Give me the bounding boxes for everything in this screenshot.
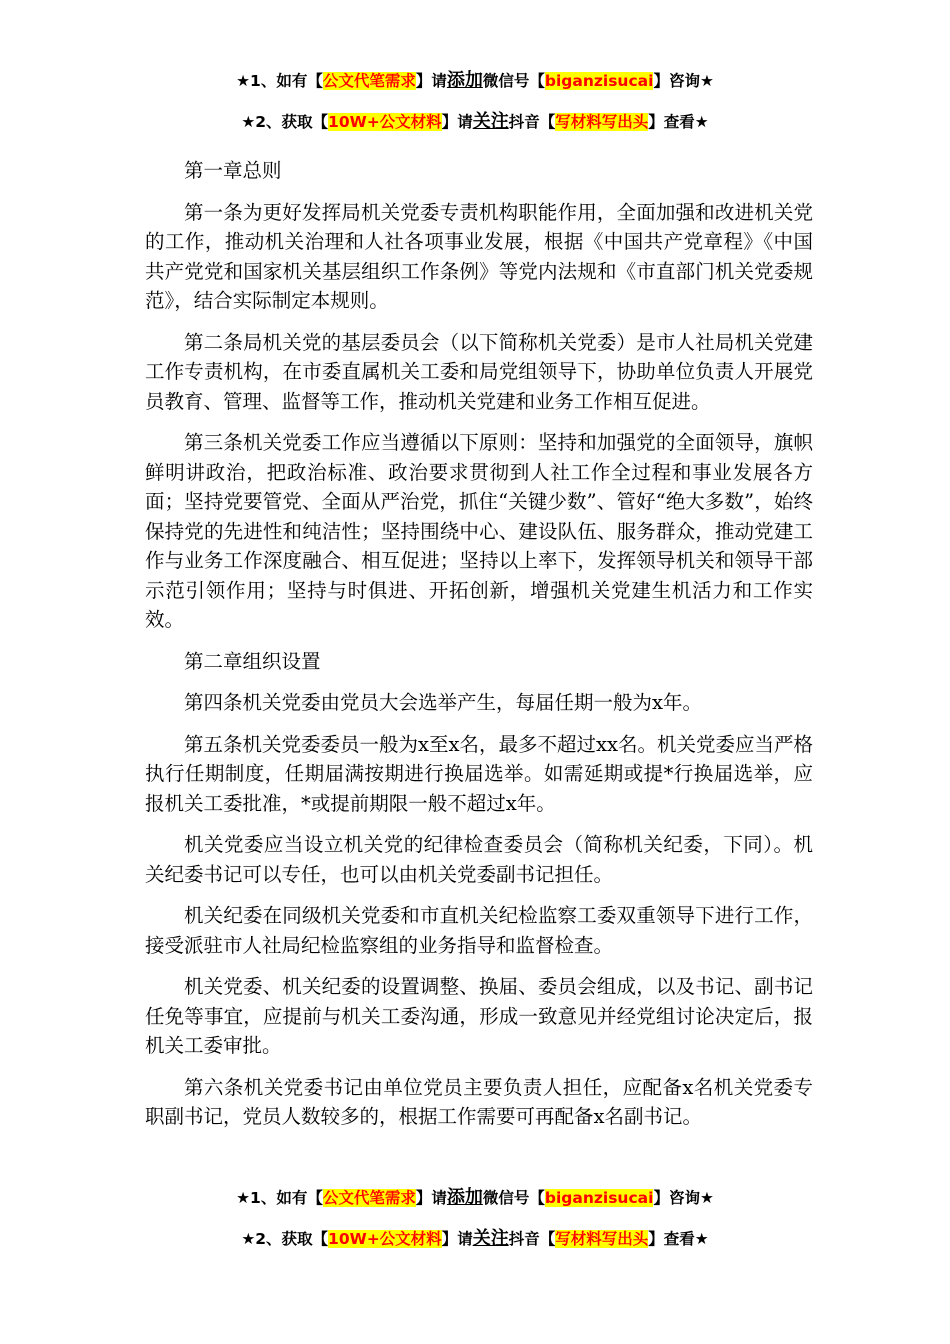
banner-wechat-id: biganzisucai — [544, 72, 654, 90]
banner-douyin-id: 写材料写出头 — [555, 1230, 649, 1248]
chapter2-title: 第二章组织设置 — [184, 649, 321, 673]
banner-text: ★1、如有【 — [236, 72, 323, 90]
ad-banner-bottom-line2 — [0, 1227, 950, 1251]
banner-text: 微信号【 — [482, 72, 545, 90]
banner-highlight: 公文代笔需求 — [322, 72, 416, 90]
chapter1-title: 第一章总则 — [184, 159, 282, 182]
banner-underlined: 关注 — [472, 111, 509, 132]
ad-banner-top-line1 — [0, 69, 950, 93]
banner-highlight: 10W+公文材料 — [328, 1230, 442, 1248]
article2: 第二条局机关党的基层委员会（以下简称机关党委）是市人社局机关党建工作专责机构，在市委直属机关工委和局党组领导下，协助单位负责人开展党员教育、管理、监督等工作，推动机关党建和业务工作相互促进。 — [145, 330, 813, 413]
article4: 第四条机关党委由党员大会选举产生，每届任期一般为x年。 — [184, 691, 702, 714]
banner-text: 抖音【 — [508, 113, 556, 131]
article5: 第五条机关党委委员一般为x至x名，最多不超过xx名。机关党委应当严格执行任期制度，任期届满按期进行换届选举。如需延期或提*行换届选举，应报机关工委批准，*或提前期限一般不超过x年。 — [145, 732, 813, 815]
banner-text: 】请 — [441, 113, 473, 131]
ad-banner-top-line2 — [0, 110, 950, 134]
banner-text: 】咨询★ — [653, 1189, 714, 1207]
banner-text: 】请 — [441, 1230, 473, 1248]
banner-douyin-id: 写材料写出头 — [555, 113, 649, 131]
banner-text: 微信号【 — [482, 1189, 545, 1207]
banner-highlight: 10W+公文材料 — [328, 113, 442, 131]
banner-highlight: 公文代笔需求 — [322, 1189, 416, 1207]
banner-text: 】查看★ — [648, 113, 709, 131]
banner-underlined: 添加 — [446, 1187, 483, 1208]
banner-text: 】请 — [415, 72, 447, 90]
adjustment-approval-para: 机关党委、机关纪委的设置调整、换届、委员会组成，以及书记、副书记任免等事宜，应提前与机关工委沟通，形成一致意见并经党组讨论决定后，报机关工委审批。 — [145, 975, 813, 1057]
banner-underlined: 添加 — [446, 70, 483, 91]
discipline-committee-para: 机关党委应当设立机关党的纪律检查委员会（简称机关纪委，下同）。机关纪委书记可以专任，也可以由机关党委副书记担任。 — [145, 833, 813, 886]
banner-text: ★1、如有【 — [236, 1189, 323, 1207]
banner-text: 】请 — [415, 1189, 447, 1207]
banner-wechat-id: biganzisucai — [544, 1189, 654, 1207]
banner-text: 】咨询★ — [653, 72, 714, 90]
article6: 第六条机关党委书记由单位党员主要负责人担任，应配备x名机关党委专职副书记，党员人数较多的，根据工作需要可再配备x名副书记。 — [145, 1075, 813, 1128]
banner-text: 抖音【 — [508, 1230, 556, 1248]
banner-text: ★2、获取【 — [241, 113, 329, 131]
banner-text: ★2、获取【 — [241, 1230, 329, 1248]
document-body — [145, 156, 813, 1144]
article3: 第三条机关党委工作应当遵循以下原则：坚持和加强党的全面领导，旗帜鲜明讲政治，把政治标准、政治要求贯彻到人社工作全过程和事业发展各方面；坚持党要管党、全面从严治党，抓住“关键少数”、管好“绝大多数”，始终保持党的先进性和纯洁性；坚持围绕中心、建设队伍、服务群众，推动党建工作与业务工作深度融合、相互促进；坚持以上率下，发挥领导机关和领导干部示范引领作用；坚持与时俱进、开拓创新，增强机关党建生机活力和工作实效。 — [145, 431, 813, 631]
ad-banner-bottom-line1 — [0, 1186, 950, 1210]
article1: 第一条为更好发挥局机关党委专责机构职能作用，全面加强和改进机关党的工作，推动机关治理和人社各项事业发展，根据《中国共产党章程》《中国共产党党和国家机关基层组织工作条例》等党内法规和《市直部门机关党委规范》，结合实际制定本规则。 — [145, 200, 813, 312]
banner-underlined: 关注 — [472, 1228, 509, 1249]
banner-text: 】查看★ — [648, 1230, 709, 1248]
discipline-leadership-para: 机关纪委在同级机关党委和市直机关纪检监察工委双重领导下进行工作，接受派驻市人社局纪检监察组的业务指导和监督检查。 — [145, 904, 813, 957]
